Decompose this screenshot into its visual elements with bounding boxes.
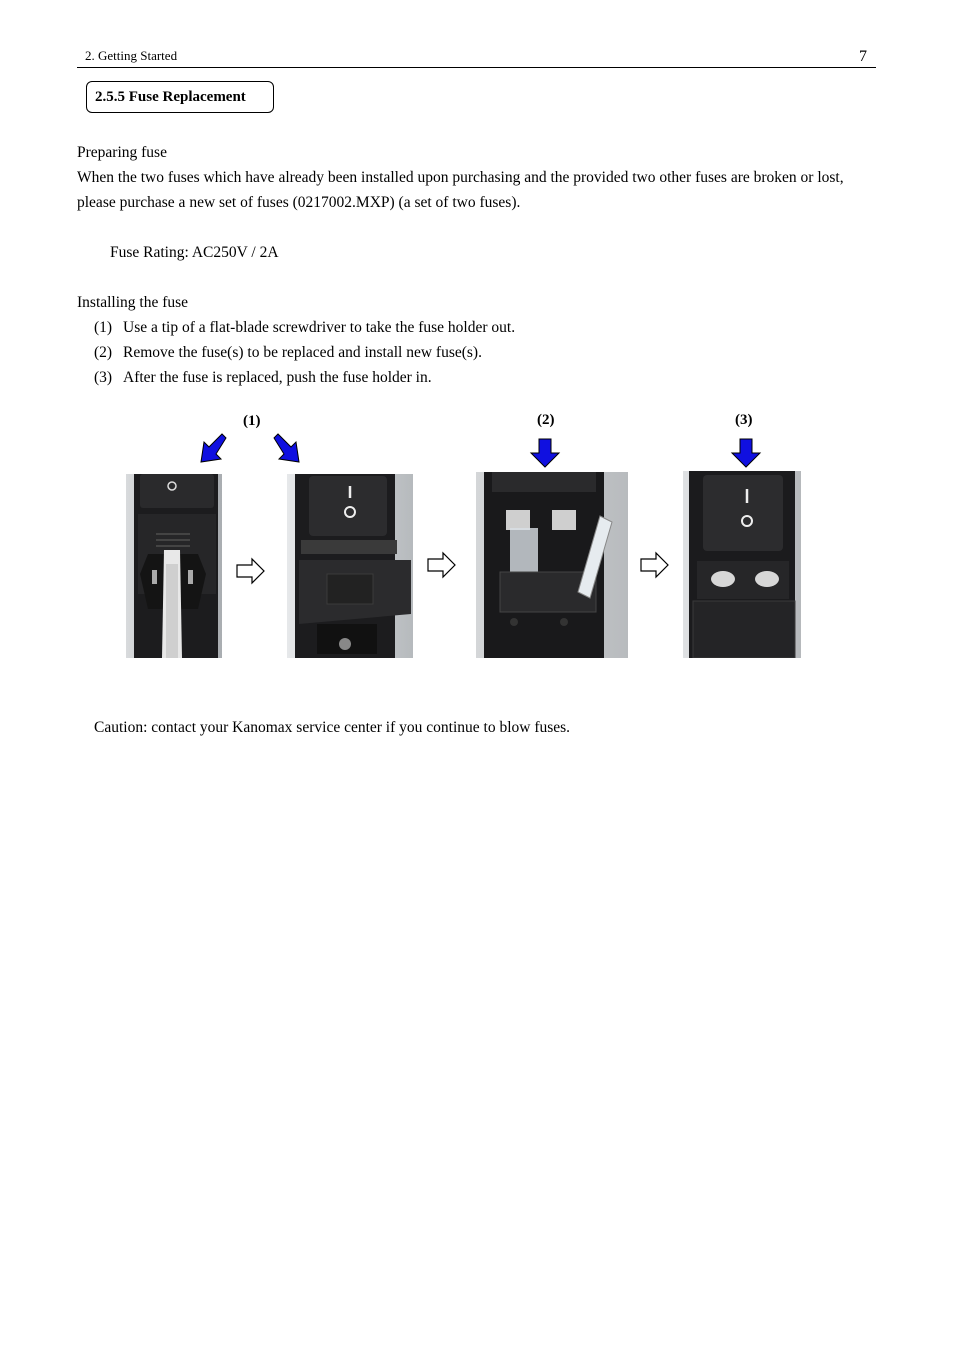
caution-note: Caution: contact your Kanomax service center if you continue to blow fuses.: [94, 719, 571, 736]
list-item: [94, 315, 515, 340]
step-text: After the fuse is replaced, push the fuse holder in.: [123, 369, 432, 386]
step-number: (2): [94, 344, 113, 361]
photo-removing-fuse: [476, 472, 628, 658]
step-number: (3): [94, 369, 113, 386]
page-number: 7: [859, 48, 867, 65]
blue-arrow-down-icon: [730, 438, 762, 468]
photo-fuse-holder-out: [287, 474, 413, 658]
blue-arrow-diagonal-left-icon: [196, 432, 230, 466]
blue-arrow-diagonal-right-icon: [270, 432, 304, 466]
installing-heading: Installing the fuse: [77, 294, 189, 311]
figure-caption-3: (3): [735, 412, 753, 428]
photo-screwdriver-prying-holder: [126, 474, 222, 658]
figure-caption-2: (2): [537, 412, 555, 428]
step-number: (1): [94, 319, 113, 336]
fuse-rating: Fuse Rating: AC250V / 2A: [110, 244, 279, 261]
next-step-arrow-icon: [640, 551, 670, 579]
figure-caption-1: (1): [243, 413, 261, 429]
step-text: Use a tip of a flat-blade screwdriver to take the fuse holder out.: [123, 319, 516, 336]
next-step-arrow-icon: [236, 557, 266, 585]
next-step-arrow-icon: [427, 551, 457, 579]
running-header-section: 2. Getting Started: [85, 48, 178, 63]
step-text: Remove the fuse(s) to be replaced and install new fuse(s).: [123, 344, 482, 361]
blue-arrow-down-icon: [529, 438, 561, 468]
photo-holder-pushed-in: [683, 471, 801, 658]
section-title: 2.5.5 Fuse Replacement: [86, 81, 274, 113]
header-divider: [77, 67, 876, 68]
list-item: [94, 365, 515, 390]
preparing-body: When the two fuses which have already been installed upon purchasing and the provided two other fuses are broken or lost, please purchase a new set of fuses (0217002.MXP) (a set of two fuses).: [77, 169, 844, 211]
install-steps: [94, 315, 515, 390]
preparing-heading: Preparing fuse: [77, 144, 167, 161]
list-item: [94, 340, 515, 365]
